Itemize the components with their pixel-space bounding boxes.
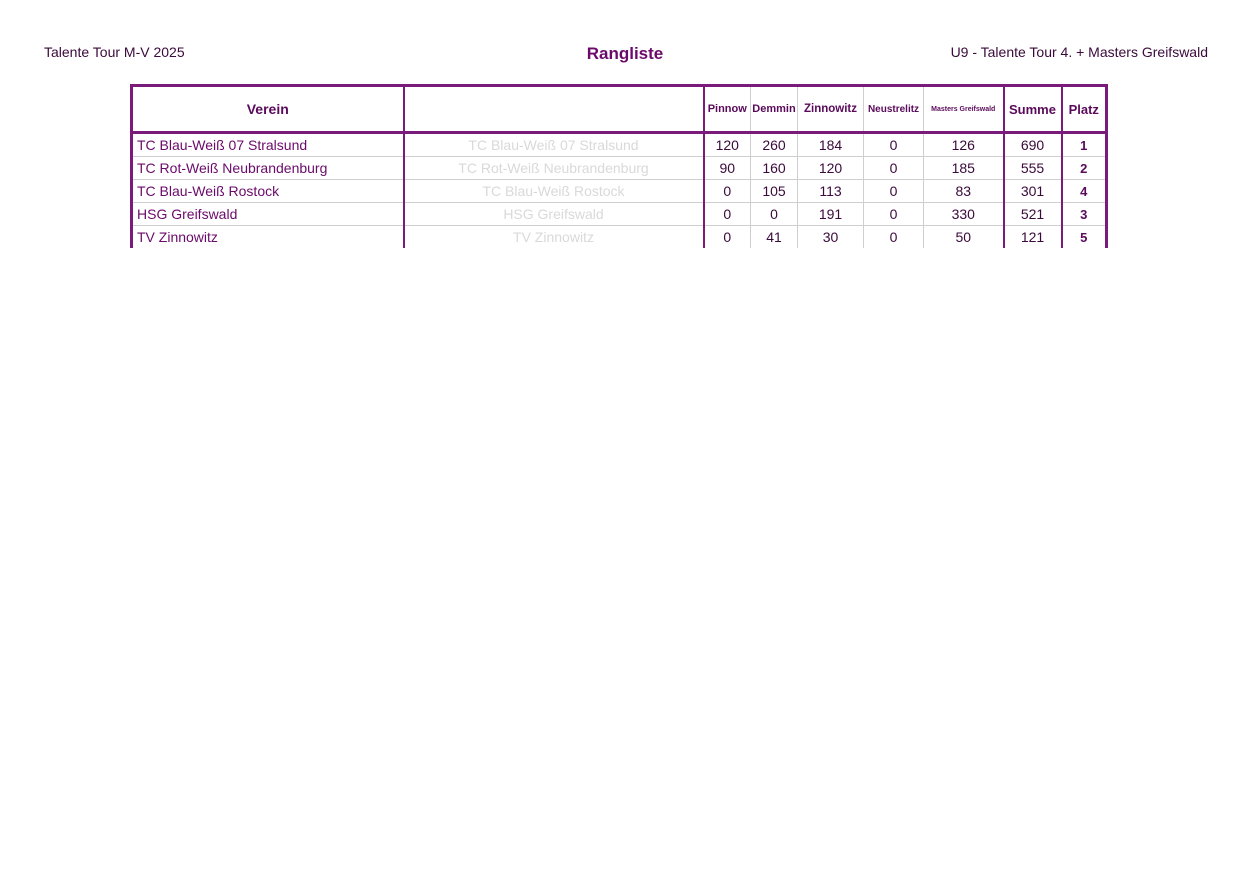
table-row bbox=[132, 157, 1107, 180]
cell-pinnow: 120 bbox=[704, 133, 751, 157]
cell-ghost: HSG Greifswald bbox=[404, 203, 704, 226]
cell-masters: 50 bbox=[924, 226, 1004, 249]
table-row bbox=[132, 203, 1107, 226]
header-blank bbox=[404, 86, 704, 133]
cell-neustrelitz: 0 bbox=[864, 157, 924, 180]
header-zinnowitz: Zinnowitz bbox=[798, 86, 864, 133]
cell-pinnow: 90 bbox=[704, 157, 751, 180]
cell-neustrelitz: 0 bbox=[864, 133, 924, 157]
header-verein: Verein bbox=[132, 86, 404, 133]
cell-pinnow: 0 bbox=[704, 203, 751, 226]
cell-verein: TC Blau-Weiß 07 Stralsund bbox=[132, 133, 404, 157]
cell-zinnowitz: 191 bbox=[798, 203, 864, 226]
cell-summe: 521 bbox=[1004, 203, 1062, 226]
cell-ghost: TC Blau-Weiß Rostock bbox=[404, 180, 704, 203]
header-pinnow: Pinnow bbox=[704, 86, 751, 133]
table-row bbox=[132, 133, 1107, 157]
cell-zinnowitz: 30 bbox=[798, 226, 864, 249]
header-platz: Platz bbox=[1062, 86, 1107, 133]
cell-platz: 3 bbox=[1062, 203, 1107, 226]
header-masters: Masters Greifswald bbox=[924, 86, 1004, 133]
table-row bbox=[132, 226, 1107, 249]
cell-demmin: 0 bbox=[751, 203, 798, 226]
cell-masters: 126 bbox=[924, 133, 1004, 157]
tournament-title: U9 - Talente Tour 4. + Masters Greifswald bbox=[950, 44, 1208, 60]
cell-neustrelitz: 0 bbox=[864, 203, 924, 226]
cell-platz: 1 bbox=[1062, 133, 1107, 157]
cell-zinnowitz: 184 bbox=[798, 133, 864, 157]
cell-demmin: 105 bbox=[751, 180, 798, 203]
cell-zinnowitz: 113 bbox=[798, 180, 864, 203]
cell-zinnowitz: 120 bbox=[798, 157, 864, 180]
cell-demmin: 260 bbox=[751, 133, 798, 157]
cell-verein: HSG Greifswald bbox=[132, 203, 404, 226]
cell-summe: 690 bbox=[1004, 133, 1062, 157]
cell-pinnow: 0 bbox=[704, 180, 751, 203]
cell-masters: 330 bbox=[924, 203, 1004, 226]
header-neustrelitz: Neustrelitz bbox=[864, 86, 924, 133]
cell-summe: 301 bbox=[1004, 180, 1062, 203]
header-demmin: Demmin bbox=[751, 86, 798, 133]
ranking-table bbox=[130, 84, 1108, 248]
table-header-row bbox=[132, 86, 1107, 133]
cell-ghost: TC Rot-Weiß Neubrandenburg bbox=[404, 157, 704, 180]
cell-platz: 4 bbox=[1062, 180, 1107, 203]
cell-verein: TC Blau-Weiß Rostock bbox=[132, 180, 404, 203]
cell-neustrelitz: 0 bbox=[864, 226, 924, 249]
cell-verein: TC Rot-Weiß Neubrandenburg bbox=[132, 157, 404, 180]
cell-demmin: 41 bbox=[751, 226, 798, 249]
cell-masters: 185 bbox=[924, 157, 1004, 180]
cell-verein: TV Zinnowitz bbox=[132, 226, 404, 249]
cell-platz: 5 bbox=[1062, 226, 1107, 249]
header-summe: Summe bbox=[1004, 86, 1062, 133]
cell-summe: 121 bbox=[1004, 226, 1062, 249]
cell-ghost: TV Zinnowitz bbox=[404, 226, 704, 249]
page-title: Rangliste bbox=[586, 44, 664, 63]
cell-summe: 555 bbox=[1004, 157, 1062, 180]
cell-neustrelitz: 0 bbox=[864, 180, 924, 203]
cell-masters: 83 bbox=[924, 180, 1004, 203]
table-row bbox=[132, 180, 1107, 203]
cell-platz: 2 bbox=[1062, 157, 1107, 180]
document-series-title: Talente Tour M-V 2025 bbox=[44, 44, 185, 60]
cell-demmin: 160 bbox=[751, 157, 798, 180]
cell-pinnow: 0 bbox=[704, 226, 751, 249]
cell-ghost: TC Blau-Weiß 07 Stralsund bbox=[404, 133, 704, 157]
